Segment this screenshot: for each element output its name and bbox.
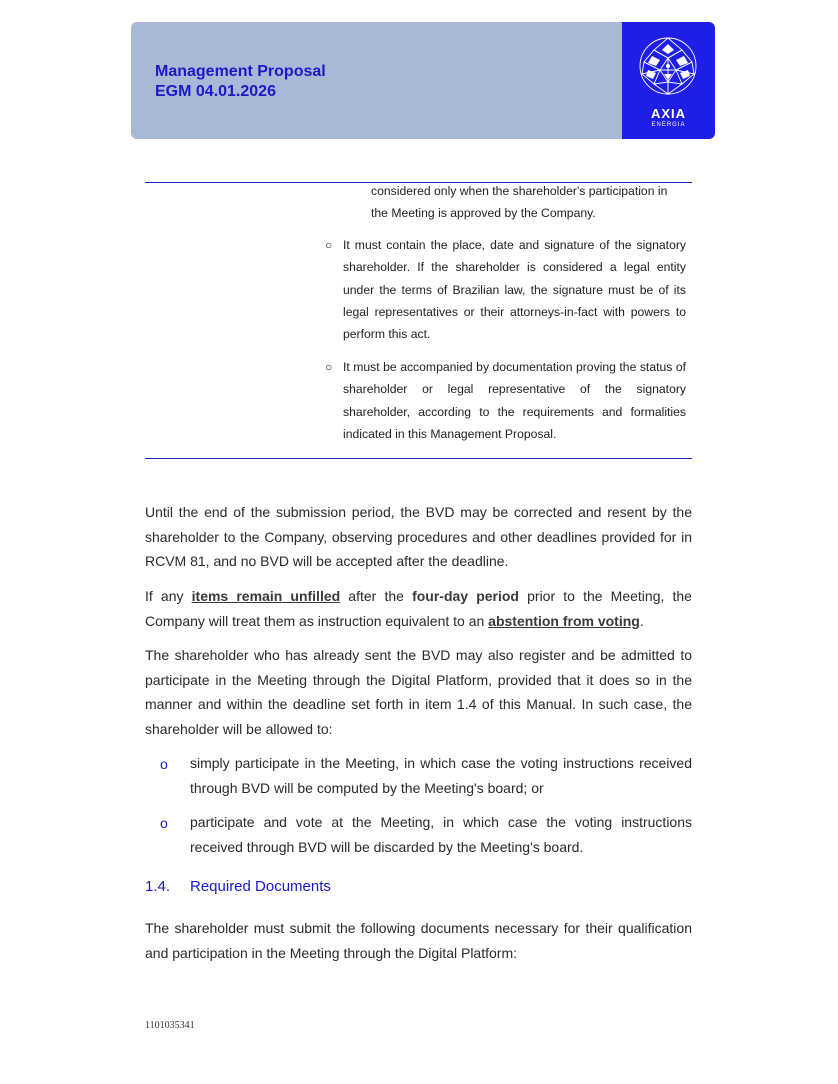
requirement-text: It must contain the place, date and signature of the signatory shareholder. If the shareholder is considered a legal entity under the terms of Brazilian law, the signature must be of its legal representatives or their attorneys-in-fact with powers to perform this act. (343, 238, 686, 342)
emphasis-items-unfilled: items remain unfilled (191, 588, 341, 604)
emphasis-four-day-period: four-day period (412, 588, 519, 604)
continued-line: considered only when the shareholder's participation in (371, 184, 668, 198)
bullet-circle-icon: o (160, 815, 168, 831)
section-number: 1.4. (145, 878, 171, 895)
paragraph-bvd-correction: Until the end of the submission period, the BVD may be corrected and resent by the shareholder to the Company, observing procedures and other deadlines provided for in RCVM 81, and no BVD will be accepted after the deadline. (145, 504, 692, 569)
bullet-circle-icon: ○ (325, 360, 333, 374)
axia-logo (622, 22, 715, 139)
title-line-1: Management Proposal (155, 63, 326, 80)
document-id: 1101035341 (145, 1020, 195, 1031)
logo-name: AXIA (650, 106, 687, 121)
table-bottom-rule (145, 458, 692, 459)
paragraph-required-documents: The shareholder must submit the following documents necessary for their qualification and participation in the Meeting through the Digital Platform: (145, 920, 692, 961)
list-item (160, 810, 692, 859)
requirement-text: It must be accompanied by documentation proving the status of shareholder or legal representative of the signatory shareholder, according to the requirements and formalities indicated in this Management Proposal. (343, 360, 686, 441)
page-title (155, 62, 326, 102)
list-item (160, 751, 692, 800)
paragraph-digital-platform: The shareholder who has already sent the BVD may also register and be admitted to participate in the Meeting through the Digital Platform, provided that it does so in the manner and within the deadline set forth in item 1.4 of this Manual. In such case, the shareholder will be allowed to: (145, 647, 692, 737)
list-item-text: participate and vote at the Meeting, in which case the voting instructions received through BVD will be discarded by the Meeting's board. (190, 814, 692, 855)
section-title: Required Documents (190, 878, 331, 895)
title-line-2: EGM 04.01.2026 (155, 83, 276, 100)
bullet-circle-icon: o (160, 756, 168, 772)
section-heading (145, 876, 331, 898)
bullet-circle-icon: ○ (325, 238, 333, 252)
globe-icon (638, 36, 698, 96)
paragraph-unfilled-items: If any items remain unfilled after the four-day period prior to the Meeting, the Company will treat them as instruction equivalent to an abstention from voting. (145, 588, 692, 629)
requirement-item (325, 356, 686, 445)
requirement-item (325, 234, 686, 345)
logo-subtitle: ENERGIA (651, 122, 686, 128)
emphasis-abstention: abstention from voting (488, 612, 640, 629)
continued-line: the Meeting is approved by the Company. (371, 206, 596, 220)
list-item-text: simply participate in the Meeting, in which case the voting instructions received through BVD will be computed by the Meeting's board; or (190, 755, 692, 796)
